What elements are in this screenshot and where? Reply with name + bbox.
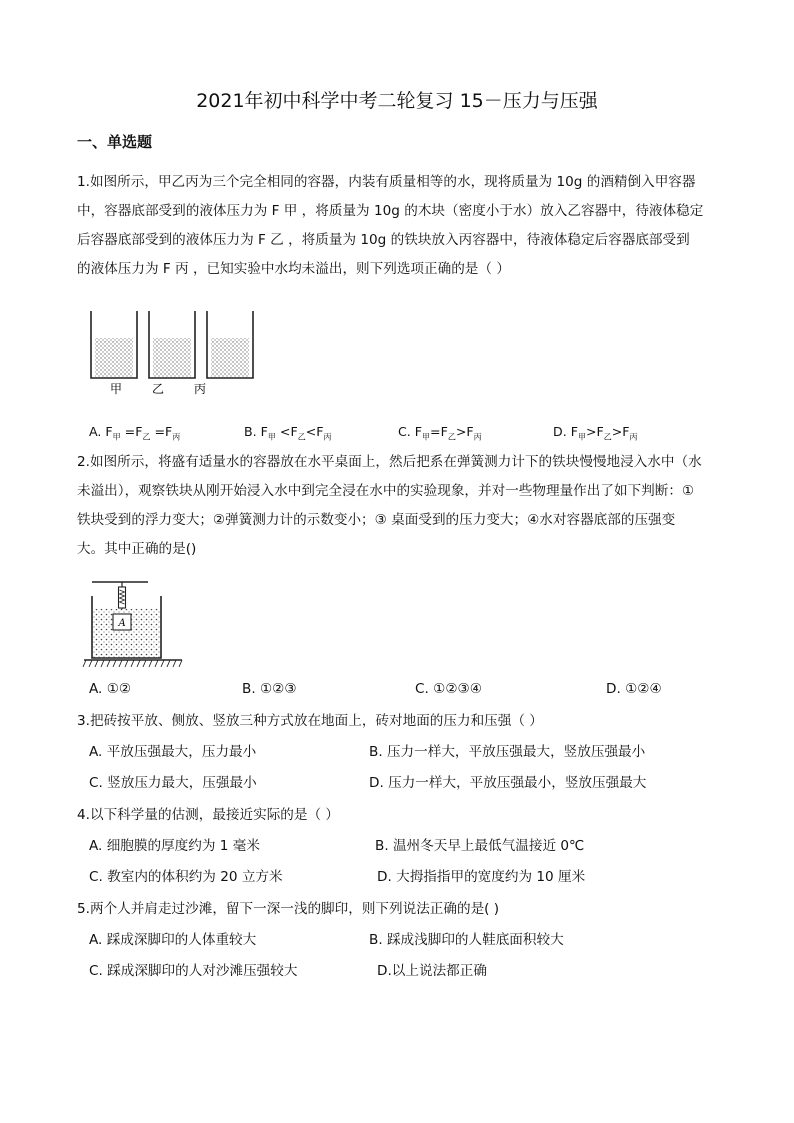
container-jia: [91, 311, 137, 378]
q2-option-b[interactable]: B. ①②③: [242, 681, 297, 697]
q1-line-1: 1.如图所示，甲乙丙为三个完全相同的容器，内装有质量相等的水，现将质量为 10g 的酒精倒入甲容器: [77, 174, 696, 190]
q1-option-c[interactable]: C. $F_甲=F_乙>F_丙$: [398, 424, 482, 442]
page-title: 2021年初中科学中考二轮复习 15－压力与压强: [196, 90, 598, 112]
q4-option-a[interactable]: A. 细胞膜的厚度约为 1 毫米: [89, 838, 260, 854]
q5-option-a[interactable]: A. 踩成深脚印的人体重较大: [89, 932, 257, 948]
svg-text:A: A: [118, 618, 126, 629]
q2-line-3: 铁块受到的浮力变大；②弹簧测力计的示数变小；③ 桌面受到的压力变大；④水对容器底部的压强变: [77, 512, 676, 528]
q4-option-d[interactable]: D. 大拇指指甲的宽度约为 10 厘米: [377, 869, 586, 885]
q5-option-b[interactable]: B. 踩成浅脚印的人鞋底面积较大: [369, 932, 564, 948]
q4-option-b[interactable]: B. 温州冬天早上最低气温接近 0℃: [375, 838, 585, 854]
q3-option-b[interactable]: B. 压力一样大，平放压强最大，竖放压强最小: [369, 744, 646, 760]
container-yi: [149, 311, 195, 378]
q5-option-d[interactable]: D.以上说法都正确: [377, 963, 487, 979]
q5-option-c[interactable]: C. 踩成深脚印的人对沙滩压强较大: [89, 963, 298, 979]
q1-containers-figure: [80, 305, 260, 400]
q1-option-b[interactable]: B. $F_甲 <F_乙<F_丙$: [244, 424, 332, 442]
q2-option-a[interactable]: A. ①②: [89, 681, 132, 697]
label-yi: 乙: [152, 382, 165, 396]
q4-option-c[interactable]: C. 教室内的体积约为 20 立方米: [89, 869, 283, 885]
q3-option-d[interactable]: D. 压力一样大，平放压强最小，竖放压强最大: [369, 775, 647, 791]
q2-option-c[interactable]: C. ①②③④: [415, 681, 482, 697]
q1-line-2: 中，容器底部受到的液体压力为 F 甲 ，将质量为 10g 的木块（密度小于水）放入乙容器中，待液体稳定: [77, 203, 704, 219]
q4-stem: 4.以下科学量的估测，最接近实际的是（ ）: [77, 807, 339, 823]
q2-spring-scale-figure: [80, 578, 190, 670]
container-bing: [207, 311, 253, 378]
q2-line-4: 大。其中正确的是(): [77, 541, 197, 557]
table-surface: [83, 660, 182, 667]
q3-option-c[interactable]: C. 竖放压力最大，压强最小: [89, 775, 257, 791]
section-heading: 一、单选题: [77, 133, 153, 151]
q2-line-2: 未溢出），观察铁块从刚开始浸入水中到完全浸在水中的实验现象，并对一些物理量作出了如下判断：①: [77, 483, 695, 499]
q1-line-3: 后容器底部受到的液体压力为 F 乙 ，将质量为 10g 的铁块放入丙容器中，待液体稳定后容器底部受到: [77, 232, 690, 248]
iron-block: [113, 614, 131, 630]
q3-stem: 3.把砖按平放、侧放、竖放三种方式放在地面上，砖对地面的压力和压强（ ）: [77, 713, 543, 729]
q3-option-a[interactable]: A. 平放压强最大，压力最小: [89, 744, 257, 760]
label-bing: 丙: [194, 382, 207, 396]
q1-option-a[interactable]: A. $F_甲 =F_乙 =F_丙$: [89, 424, 181, 442]
q1-option-d[interactable]: D. $F_甲>F_乙>F_丙$: [553, 424, 638, 442]
q5-stem: 5.两个人并肩走过沙滩，留下一深一浅的脚印，则下列说法正确的是( ): [77, 901, 500, 917]
q2-option-d[interactable]: D. ①②④: [606, 681, 662, 697]
q2-line-1: 2.如图所示，将盛有适量水的容器放在水平桌面上，然后把系在弹簧测力计下的铁块慢慢地浸入水中（水: [77, 454, 702, 470]
q1-line-4: 的液体压力为 F 丙 ，已知实验中水均未溢出，则下列选项正确的是（ ）: [77, 261, 510, 277]
label-jia: 甲: [110, 382, 123, 396]
